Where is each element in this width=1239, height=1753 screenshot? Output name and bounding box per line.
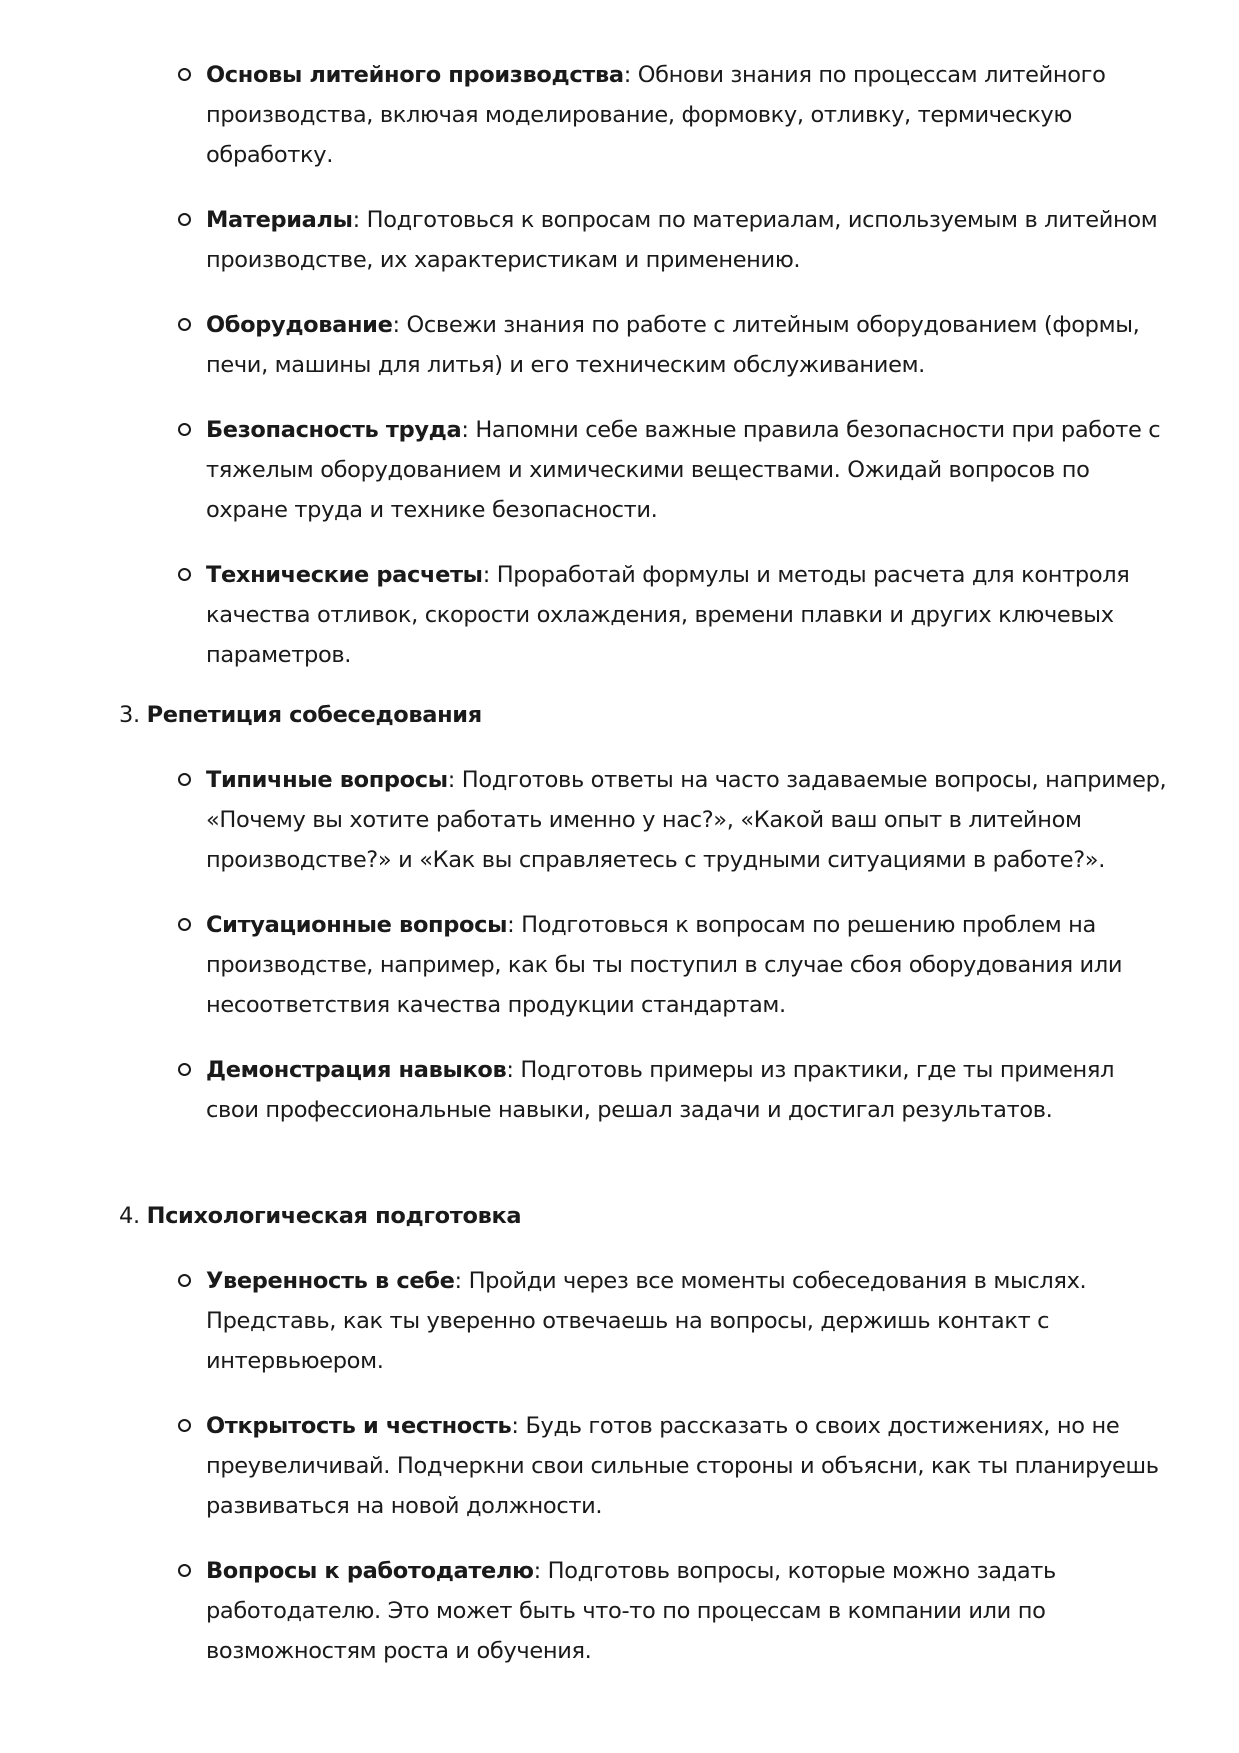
item-text: : Подготовься к вопросам по решению проблем на производстве, например, как бы ты поступил в случае сбоя оборудования или несоответствия качества продукции стандартам. bbox=[206, 912, 1123, 1018]
section-3 bbox=[0, 695, 1239, 1155]
item-text: : Пройди через все моменты собеседования в мыслях. Представь, как ты уверенно отвечаешь на вопросы, держишь контакт с интервьюером. bbox=[206, 1268, 1087, 1374]
item-term: Оборудование bbox=[206, 312, 393, 338]
item-term: Ситуационные вопросы bbox=[206, 912, 508, 938]
circle-bullet-icon bbox=[178, 1564, 191, 1577]
circle-bullet-icon bbox=[178, 1419, 191, 1432]
item-text: : Подготовь ответы на часто задаваемые вопросы, например, «Почему вы хотите работать именно у нас?», «Какой ваш опыт в литейном производстве?» и «Как вы справляетесь с трудными ситуациями в работе?». bbox=[206, 767, 1167, 873]
item-text: : Подготовься к вопросам по материалам, используемым в литейном производстве, их характеристикам и применению. bbox=[206, 207, 1158, 273]
list-item bbox=[0, 1406, 1239, 1526]
circle-bullet-icon bbox=[178, 68, 191, 81]
item-term: Материалы bbox=[206, 207, 353, 233]
section-4 bbox=[0, 1196, 1239, 1696]
item-term: Уверенность в себе bbox=[206, 1268, 455, 1294]
item-text: : Напомни себе важные правила безопасности при работе с тяжелым оборудованием и химическими веществами. Ожидай вопросов по охране труда и технике безопасности. bbox=[206, 417, 1161, 523]
item-term: Безопасность труда bbox=[206, 417, 462, 443]
item-term: Демонстрация навыков bbox=[206, 1057, 507, 1083]
section-number: 3. bbox=[119, 702, 140, 728]
list-item bbox=[0, 1050, 1239, 1130]
item-term: Типичные вопросы bbox=[206, 767, 448, 793]
list-item bbox=[0, 905, 1239, 1025]
circle-bullet-icon bbox=[178, 568, 191, 581]
section-2-continuation bbox=[0, 55, 1239, 700]
item-text: : Освежи знания по работе с литейным оборудованием (формы, печи, машины для литья) и его техническим обслуживанием. bbox=[206, 312, 1140, 378]
list-item bbox=[0, 760, 1239, 880]
item-term: Технические расчеты bbox=[206, 562, 483, 588]
item-text: : Подготовь вопросы, которые можно задать работодателю. Это может быть что-то по процессам в компании или по возможностям роста и обучения. bbox=[206, 1558, 1056, 1664]
section-title: Репетиция собеседования bbox=[146, 702, 482, 728]
list-item bbox=[0, 305, 1239, 385]
item-text: : Подготовь примеры из практики, где ты применял свои профессиональные навыки, решал задачи и достигал результатов. bbox=[206, 1057, 1115, 1123]
list-item bbox=[0, 200, 1239, 280]
section-number: 4. bbox=[119, 1203, 140, 1229]
item-term: Вопросы к работодателю bbox=[206, 1558, 534, 1584]
circle-bullet-icon bbox=[178, 918, 191, 931]
circle-bullet-icon bbox=[178, 318, 191, 331]
item-text: : Обнови знания по процессам литейного производства, включая моделирование, формовку, отливку, термическую обработку. bbox=[206, 62, 1106, 168]
item-text: : Будь готов рассказать о своих достижениях, но не преувеличивай. Подчеркни свои сильные стороны и объясни, как ты планируешь развиваться на новой должности. bbox=[206, 1413, 1159, 1519]
list-item bbox=[0, 1261, 1239, 1381]
circle-bullet-icon bbox=[178, 423, 191, 436]
circle-bullet-icon bbox=[178, 1274, 191, 1287]
circle-bullet-icon bbox=[178, 1063, 191, 1076]
circle-bullet-icon bbox=[178, 773, 191, 786]
item-term: Основы литейного производства bbox=[206, 62, 624, 88]
list-item bbox=[0, 55, 1239, 175]
list-item bbox=[0, 555, 1239, 675]
item-text: : Проработай формулы и методы расчета для контроля качества отливок, скорости охлаждения, времени плавки и других ключевых параметров. bbox=[206, 562, 1130, 668]
circle-bullet-icon bbox=[178, 213, 191, 226]
section-2-sublist bbox=[0, 55, 1239, 675]
section-heading bbox=[0, 695, 1239, 735]
section-3-sublist bbox=[0, 760, 1239, 1130]
section-4-sublist bbox=[0, 1261, 1239, 1671]
section-heading bbox=[0, 1196, 1239, 1236]
list-item bbox=[0, 410, 1239, 530]
section-title: Психологическая подготовка bbox=[146, 1203, 522, 1229]
list-item bbox=[0, 1551, 1239, 1671]
item-term: Открытость и честность bbox=[206, 1413, 512, 1439]
